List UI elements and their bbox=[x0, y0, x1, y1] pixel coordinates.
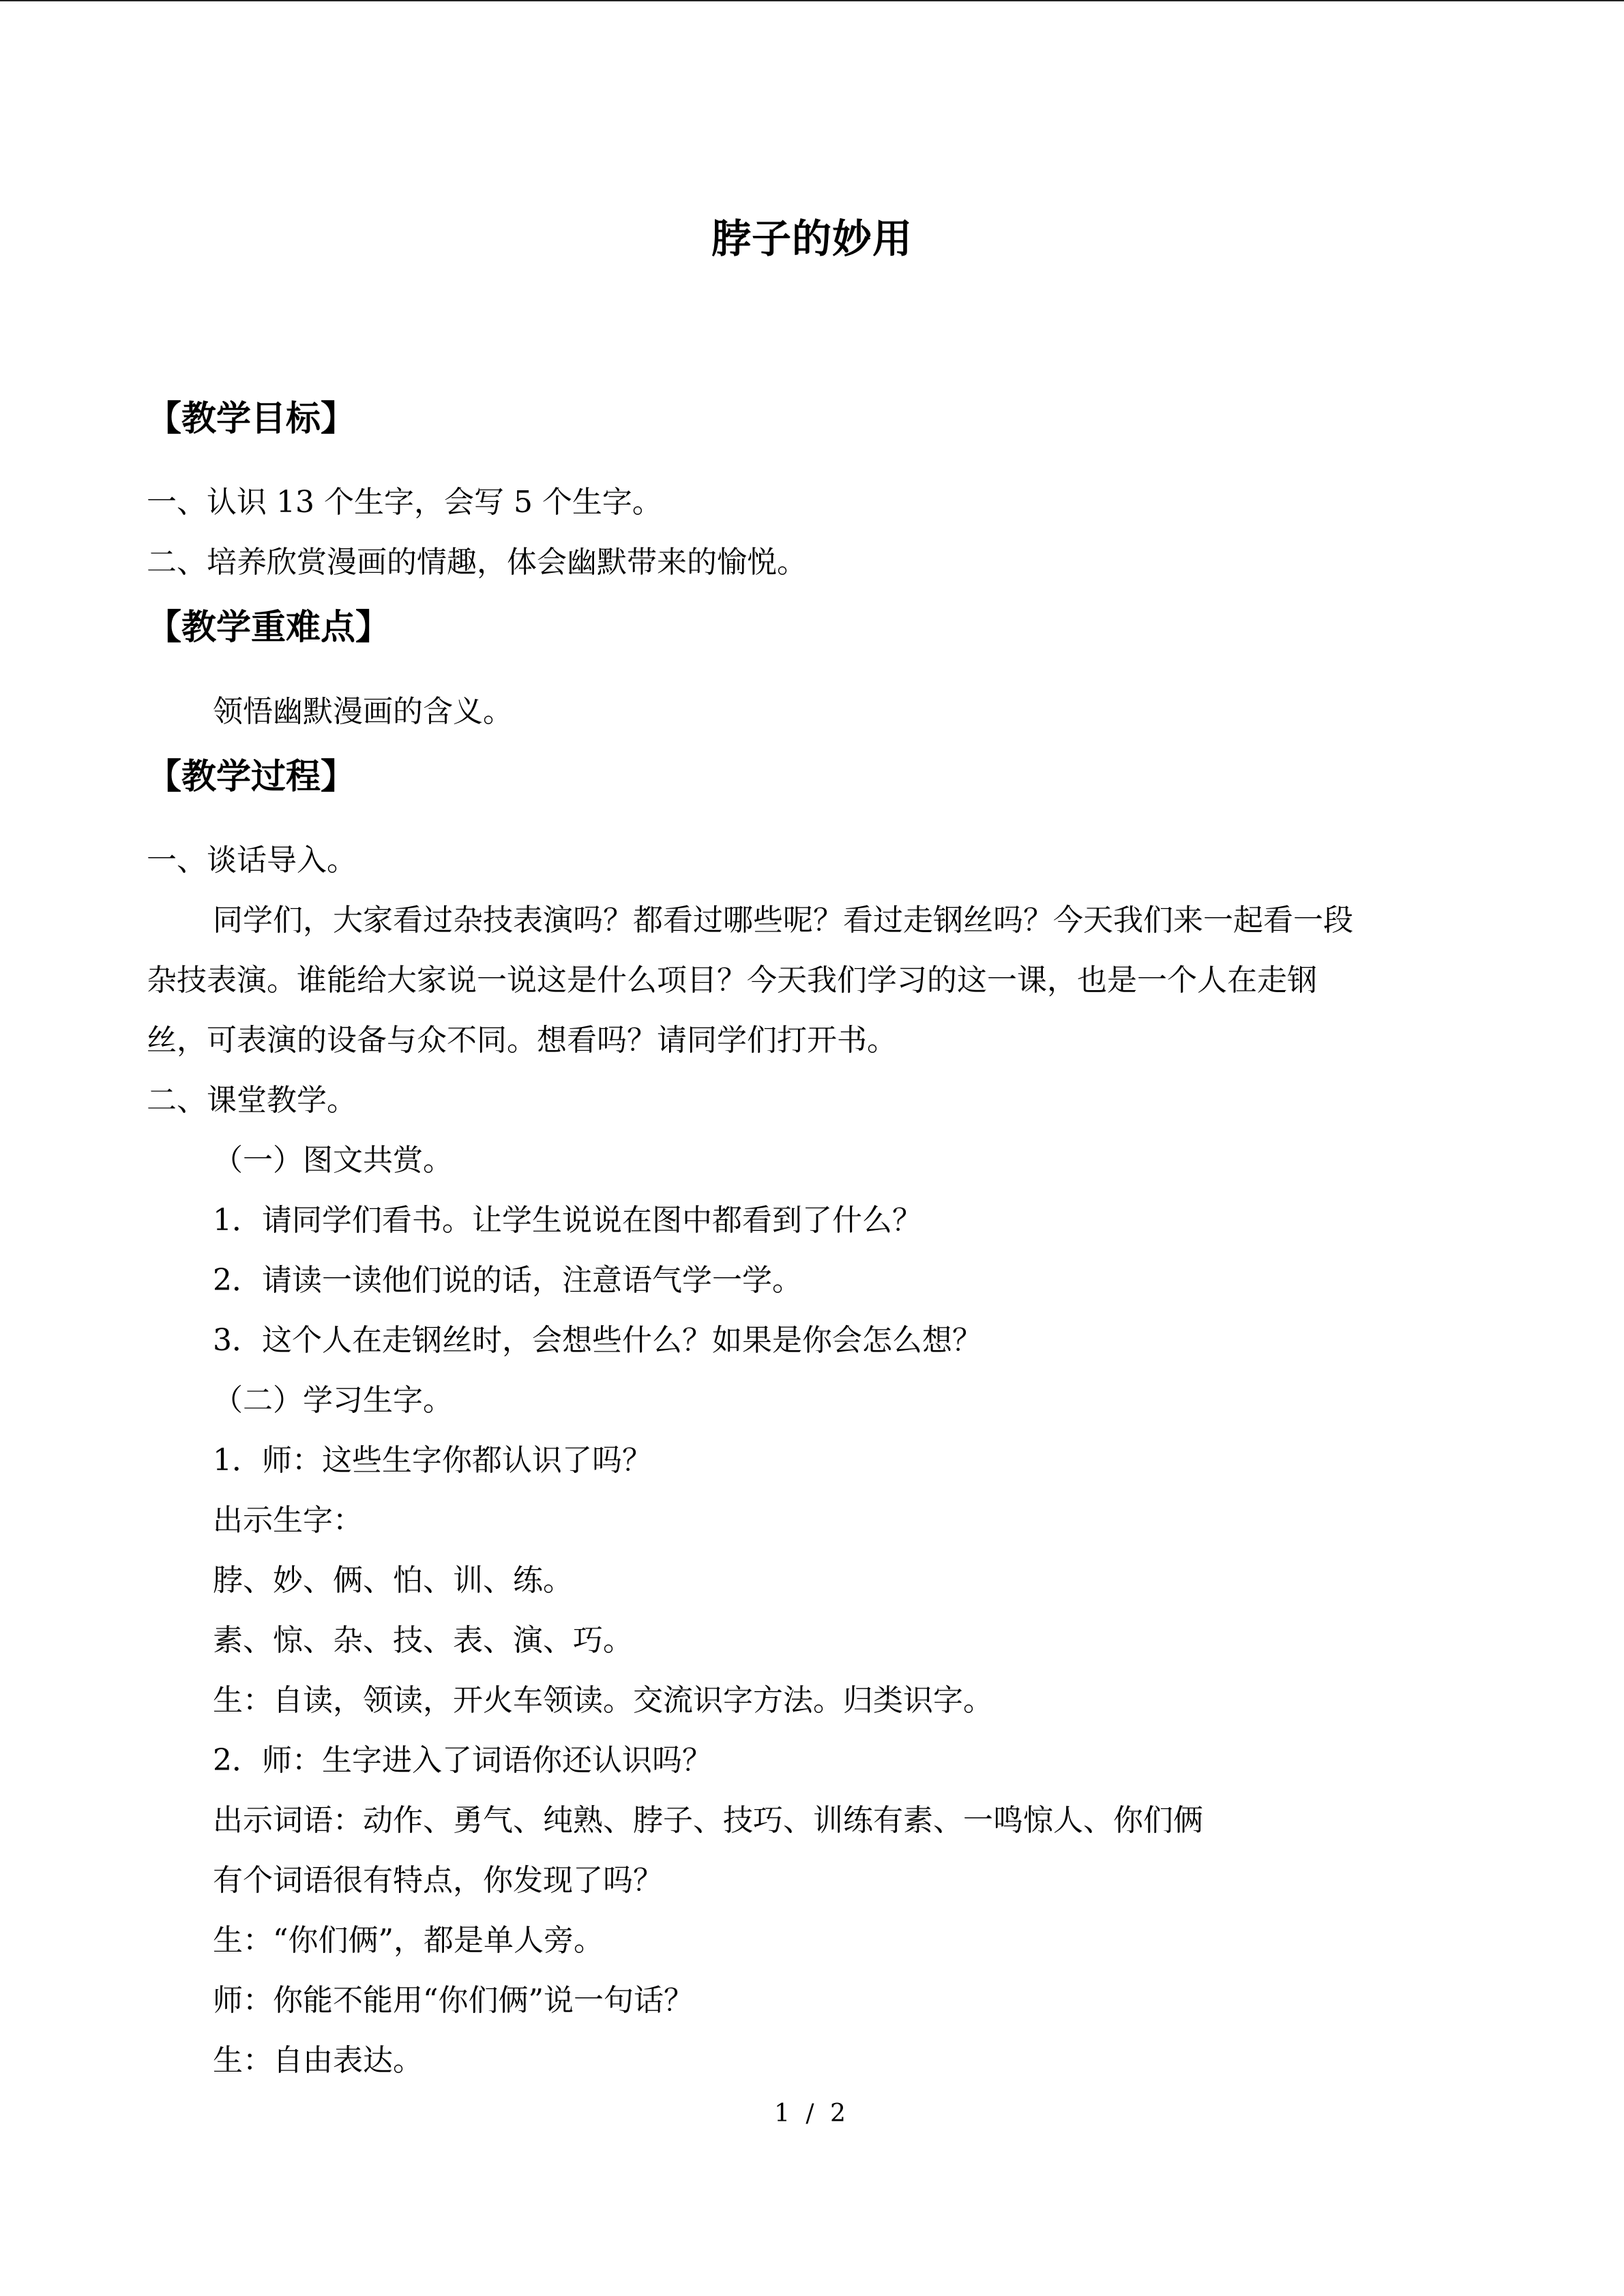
process-line: 出示生字： bbox=[213, 1503, 363, 1538]
document-title: 脖子的妙用 bbox=[711, 215, 913, 262]
process-line: 2．师：生字进入了词语你还认识吗？ bbox=[213, 1743, 712, 1778]
goal-item-2: 二、培养欣赏漫画的情趣，体会幽默带来的愉悦。 bbox=[147, 545, 807, 580]
goal-item-1: 一、认识 13 个生字，会写 5 个生字。 bbox=[147, 485, 662, 520]
process-line: 1．师：这些生字你都认识了吗？ bbox=[213, 1443, 652, 1478]
page-indicator: 1 / 2 bbox=[774, 2100, 850, 2128]
key-points-text: 领悟幽默漫画的含义。 bbox=[213, 694, 513, 729]
section-heading-key-points: 【教学重难点】 bbox=[147, 608, 391, 648]
process-line: 同学们，大家看过杂技表演吗？都看过哪些呢？看过走钢丝吗？今天我们来一起看一段 bbox=[213, 903, 1353, 938]
process-line: 丝，可表演的设备与众不同。想看吗？请同学们打开书。 bbox=[147, 1023, 897, 1058]
process-line: （二）学习生字。 bbox=[213, 1383, 453, 1418]
process-line: 出示词语：动作、勇气、纯熟、脖子、技巧、训练有素、一鸣惊人、你们俩 bbox=[213, 1803, 1203, 1838]
process-line: 生：“你们俩”，都是单人旁。 bbox=[213, 1923, 604, 1958]
process-line: （一）图文共赏。 bbox=[213, 1143, 453, 1178]
process-line: 有个词语很有特点，你发现了吗？ bbox=[213, 1863, 663, 1898]
process-line: 一、谈话导入。 bbox=[147, 843, 357, 878]
page-top-edge bbox=[0, 0, 1624, 1]
process-line: 生：自由表达。 bbox=[213, 2043, 423, 2078]
section-heading-goals: 【教学目标】 bbox=[147, 399, 356, 439]
process-line: 1．请同学们看书。让学生说说在图中都看到了什么？ bbox=[213, 1203, 922, 1238]
section-heading-process: 【教学过程】 bbox=[147, 757, 356, 797]
process-line: 杂技表演。谁能给大家说一说这是什么项目？今天我们学习的这一课，也是一个人在走钢 bbox=[147, 963, 1317, 998]
process-line: 生：自读，领读，开火车领读。交流识字方法。归类识字。 bbox=[213, 1683, 993, 1718]
process-line: 二、课堂教学。 bbox=[147, 1083, 357, 1118]
process-line: 2．请读一读他们说的话，注意语气学一学。 bbox=[213, 1263, 802, 1298]
process-line: 素、惊、杂、技、表、演、巧。 bbox=[213, 1623, 633, 1658]
process-line: 3．这个人在走钢丝时，会想些什么？如果是你会怎么想？ bbox=[213, 1323, 982, 1358]
process-line: 师：你能不能用“你们俩”说一句话？ bbox=[213, 1983, 694, 2018]
process-line: 脖、妙、俩、怕、训、练。 bbox=[213, 1563, 573, 1598]
